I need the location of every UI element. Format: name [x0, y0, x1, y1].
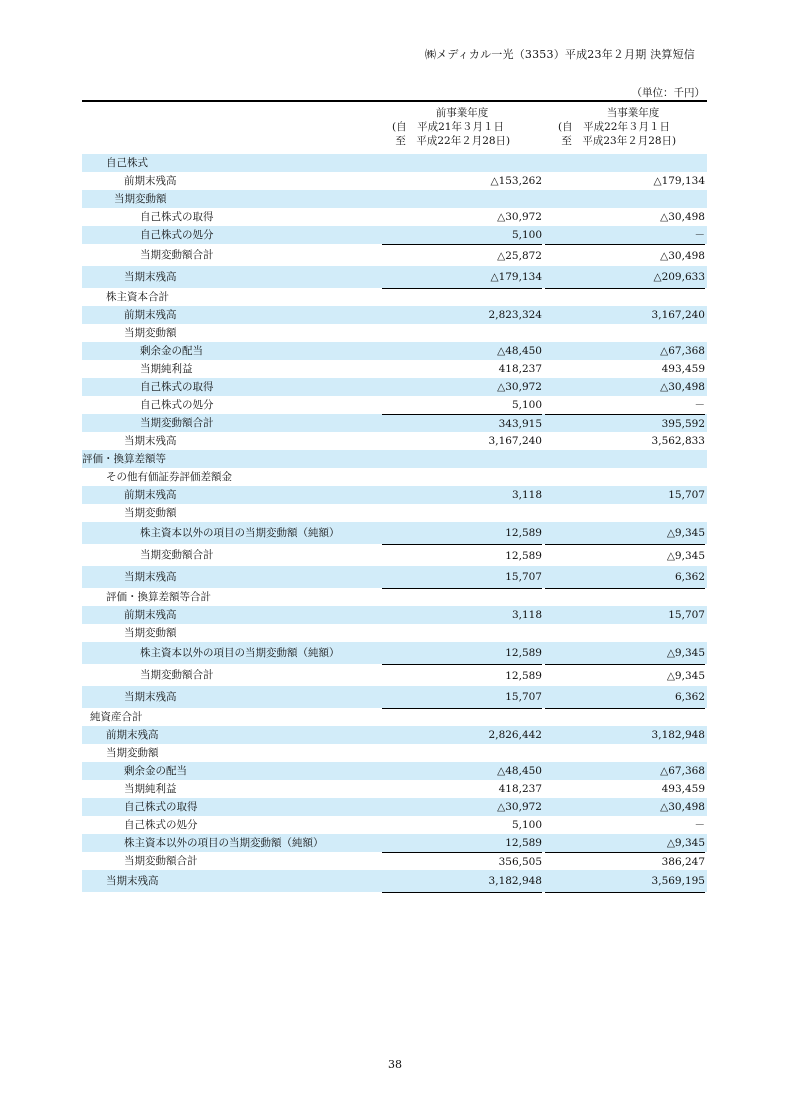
column-period-from: (自 平成21年３月１日	[392, 121, 504, 133]
table-row	[82, 342, 707, 360]
page-number: 38	[388, 1058, 402, 1071]
current-year-value: △9,345	[545, 664, 705, 687]
row-label: その他有価証券評価差額金	[106, 471, 232, 483]
previous-year-value: 15,707	[382, 686, 542, 709]
current-year-value: △9,345	[666, 527, 705, 539]
row-label: 当期変動額合計	[140, 417, 214, 429]
current-year-value: △9,345	[666, 837, 705, 849]
table-row	[82, 360, 707, 378]
row-label: 株主資本以外の項目の当期変動額（純額）	[124, 837, 324, 849]
row-label: 当期変動額合計	[140, 669, 214, 681]
previous-year-value: △48,450	[497, 345, 542, 357]
row-label: 当期変動額	[106, 747, 159, 759]
current-year-value: 395,592	[545, 414, 705, 433]
current-year-value: 493,459	[661, 363, 705, 375]
row-label: 自己株式の取得	[124, 801, 198, 813]
previous-year-value: △179,134	[382, 266, 542, 289]
row-label: 当期末残高	[124, 691, 177, 703]
table-row	[82, 522, 707, 544]
row-label: 当期変動額	[124, 627, 177, 639]
previous-year-value: △30,972	[497, 211, 542, 223]
row-label: 前期末残高	[106, 729, 159, 741]
previous-year-value: 12,589	[382, 664, 542, 687]
column-period-from: (自 平成22年３月１日	[558, 121, 670, 133]
table-row	[82, 324, 707, 342]
current-year-value: －	[694, 399, 705, 411]
table-row	[82, 378, 707, 396]
current-year-value: 3,167,240	[651, 309, 705, 321]
previous-year-value: 15,707	[382, 566, 542, 589]
row-label: 当期変動額	[124, 327, 177, 339]
row-label: 評価・換算差額等合計	[106, 591, 211, 603]
table-row	[82, 190, 707, 208]
current-year-value: 15,707	[668, 489, 705, 501]
table-row	[82, 624, 707, 642]
table-row	[82, 306, 707, 324]
previous-year-value: △153,262	[490, 175, 542, 187]
top-rule	[82, 100, 707, 102]
previous-year-value: 3,167,240	[382, 432, 542, 451]
current-year-value: △30,498	[660, 211, 705, 223]
current-year-value: 386,247	[545, 852, 705, 871]
previous-year-value: 3,182,948	[382, 870, 542, 893]
previous-year-value: 418,237	[498, 363, 542, 375]
current-year-value: －	[694, 229, 705, 241]
row-label: 前期末残高	[124, 309, 177, 321]
row-label: 剰余金の配当	[140, 345, 203, 357]
table-row	[82, 588, 707, 606]
current-year-value: △9,345	[545, 544, 705, 567]
row-label: 前期末残高	[124, 609, 177, 621]
column-title: 当事業年度	[606, 107, 660, 119]
current-year-value: △30,498	[660, 381, 705, 393]
table-row	[82, 226, 707, 244]
previous-year-value: 12,589	[505, 647, 542, 659]
table-row	[82, 870, 707, 892]
previous-year-value: 12,589	[382, 544, 542, 567]
row-label: 株主資本以外の項目の当期変動額（純額）	[140, 527, 340, 539]
previous-year-value: △30,972	[497, 381, 542, 393]
table-row	[82, 566, 707, 588]
table-row	[82, 208, 707, 226]
current-year-value: 6,362	[545, 566, 705, 589]
column-period-to: 至 平成22年２月28日)	[392, 135, 511, 147]
row-label: 自己株式の処分	[124, 819, 198, 831]
previous-year-value: 5,100	[511, 399, 542, 411]
previous-year-value: △30,972	[497, 801, 542, 813]
row-label: 自己株式の処分	[140, 399, 214, 411]
row-label: 当期変動額合計	[140, 249, 214, 261]
current-year-value: 493,459	[661, 783, 705, 795]
current-year-value: 3,182,948	[651, 729, 705, 741]
table-row	[82, 396, 707, 414]
document-header: ㈱メディカル一光（3353）平成23年２月期 決算短信	[424, 48, 695, 61]
table-row	[82, 816, 707, 834]
table-row	[82, 780, 707, 798]
previous-year-value: 2,823,324	[488, 309, 542, 321]
table-row	[82, 762, 707, 780]
row-label: 剰余金の配当	[124, 765, 187, 777]
column-title: 前事業年度	[435, 107, 489, 119]
current-year-value: △30,498	[545, 244, 705, 267]
previous-year-value: 418,237	[498, 783, 542, 795]
table-row	[82, 244, 707, 266]
row-label: 当期純利益	[140, 363, 193, 375]
current-year-value: △30,498	[660, 801, 705, 813]
table-row	[82, 154, 707, 172]
row-label: 自己株式の処分	[140, 229, 214, 241]
current-year-value: 3,569,195	[545, 870, 705, 893]
current-year-value: 3,562,833	[545, 432, 705, 451]
table-row	[82, 468, 707, 486]
row-label: 評価・換算差額等	[82, 453, 166, 465]
table-row	[82, 606, 707, 624]
previous-year-value: 343,915	[382, 414, 542, 433]
current-year-value: －	[694, 819, 705, 831]
row-label: 株主資本合計	[106, 291, 169, 303]
previous-year-value: △48,450	[497, 765, 542, 777]
table-row	[82, 172, 707, 190]
table-row	[82, 544, 707, 566]
previous-year-value: 3,118	[511, 609, 542, 621]
current-year-value: △67,368	[660, 765, 705, 777]
row-label: 自己株式の取得	[140, 211, 214, 223]
row-label: 前期末残高	[124, 175, 177, 187]
table-row	[82, 834, 707, 852]
table-row	[82, 504, 707, 522]
row-label: 当期変動額合計	[140, 549, 214, 561]
table-row	[82, 664, 707, 686]
row-label: 当期変動額合計	[124, 855, 198, 867]
previous-year-value: 12,589	[505, 837, 542, 849]
previous-year-value: 2,826,442	[488, 729, 542, 741]
current-year-value: △67,368	[660, 345, 705, 357]
row-label: 当期末残高	[124, 271, 177, 283]
current-year-value: △179,134	[653, 175, 705, 187]
table-row	[82, 744, 707, 762]
table-row	[82, 432, 707, 450]
current-year-value: △209,633	[545, 266, 705, 289]
table-row	[82, 708, 707, 726]
previous-year-value: 5,100	[511, 819, 542, 831]
previous-year-value: 5,100	[511, 229, 542, 241]
statement-table	[82, 154, 707, 892]
current-year-value: 6,362	[545, 686, 705, 709]
table-row	[82, 450, 707, 468]
row-label: 当期末残高	[124, 435, 177, 447]
current-year-value: △9,345	[666, 647, 705, 659]
previous-year-value: 356,505	[382, 852, 542, 871]
row-label: 当期末残高	[106, 875, 159, 887]
row-label: 当期変動額	[124, 507, 177, 519]
table-row	[82, 852, 707, 870]
previous-year-value: 12,589	[505, 527, 542, 539]
table-row	[82, 798, 707, 816]
row-label: 当期純利益	[124, 783, 177, 795]
row-label: 当期変動額	[114, 193, 167, 205]
row-label: 自己株式	[106, 157, 148, 169]
table-row	[82, 642, 707, 664]
previous-year-value: △25,872	[382, 244, 542, 267]
unit-label: （単位：千円）	[631, 87, 705, 99]
previous-year-value: 3,118	[511, 489, 542, 501]
current-year-value: 15,707	[668, 609, 705, 621]
row-label: 自己株式の取得	[140, 381, 214, 393]
column-period-to: 至 平成23年２月28日)	[558, 135, 677, 147]
row-label: 当期末残高	[124, 571, 177, 583]
row-label: 株主資本以外の項目の当期変動額（純額）	[140, 647, 340, 659]
table-row	[82, 686, 707, 708]
table-row	[82, 266, 707, 288]
row-label: 前期末残高	[124, 489, 177, 501]
row-label: 純資産合計	[90, 711, 143, 723]
column-header-previous-year	[392, 106, 532, 148]
table-row	[82, 414, 707, 432]
table-row	[82, 486, 707, 504]
column-header-current-year	[558, 106, 708, 148]
table-row	[82, 288, 707, 306]
table-row	[82, 726, 707, 744]
